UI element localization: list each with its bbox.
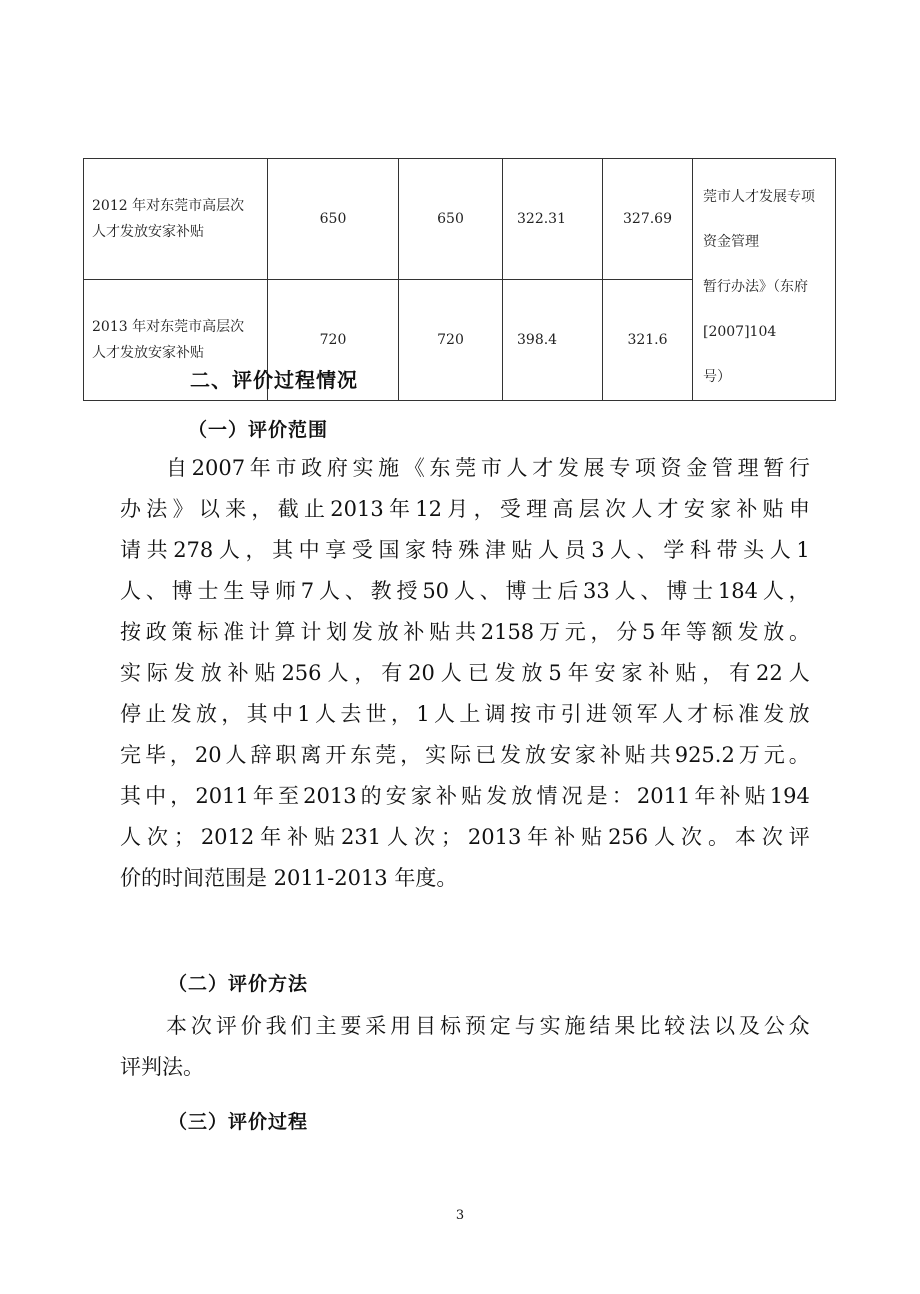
text-line: 价的时间范围是 2011-2013 年度。 (120, 866, 458, 890)
text-line: 评判法。 (120, 1055, 204, 1079)
paragraph-method (120, 1006, 810, 1088)
table-cell: 327.69 (603, 159, 693, 280)
text-line: 自 2007 年 市 政 府 实 施 《 东 莞 市 人 才 发 展 专 项 资 金 管 理 暂 行 (166, 456, 810, 480)
text-line: 本 次 评 价 我 们 主 要 采 用 目 标 预 定 与 实 施 结 果 比 较 法 以 及 公 众 (166, 1014, 810, 1038)
text-line: 办 法 》 以 来 ， 截 止 2013 年 12 月 ， 受 理 高 层 次 人 才 安 家 补 贴 申 (120, 497, 810, 521)
text-line: 实 际 发 放 补 贴 256 人 ， 有 20 人 已 发 放 5 年 安 家 补 贴 ， 有 22 人 (120, 661, 810, 685)
text-line: 其 中 ， 2011 年 至 2013 的 安 家 补 贴 发 放 情 况 是 ： 2011 年 补 贴 194 (120, 784, 810, 808)
section-title: 二、评价过程情况 (190, 368, 358, 392)
text-line: 按 政 策 标 准 计 算 计 划 发 放 补 贴 共 2158 万 元 ， 分 5 年 等 额 发 放 。 (120, 620, 810, 644)
table-cell-item: 2013 年对东莞市高层次 人才发放安家补贴 (84, 280, 268, 401)
table-cell: 322.31 (503, 159, 603, 280)
paragraph-scope (120, 448, 810, 899)
page-number: 3 (455, 1208, 465, 1223)
table-cell: 321.6 (603, 280, 693, 401)
subsection-title-method: （二）评价方法 (168, 973, 309, 995)
table-cell: 398.4 (503, 280, 603, 401)
table-cell: 650 (268, 159, 399, 280)
table-row (84, 159, 836, 280)
table-cell-basis: 莞市人才发展专项资金管理 暂行办法》（东府[2007]104 号） (693, 159, 836, 401)
text-line: 完 毕 ， 20 人 辞 职 离 开 东 莞 ， 实 际 已 发 放 安 家 补 贴 共 925.2 万 元 。 (120, 743, 810, 767)
subsection-title-process: （三）评价过程 (168, 1111, 309, 1133)
table-cell: 720 (268, 280, 399, 401)
table-cell: 650 (399, 159, 503, 280)
text-line: 人 、 博 士 生 导 师 7 人 、 教 授 50 人 、 博 士 后 33 人 、 博 士 184 人 ， (120, 579, 810, 603)
text-line: 人 次 ； 2012 年 补 贴 231 人 次 ； 2013 年 补 贴 256 人 次 。 本 次 评 (120, 825, 810, 849)
text-line: 请 共 278 人 ， 其 中 享 受 国 家 特 殊 津 贴 人 员 3 人 、 学 科 带 头 人 1 (120, 538, 810, 562)
table-cell-item: 2012 年对东莞市高层次 人才发放安家补贴 (84, 159, 268, 280)
table-cell: 720 (399, 280, 503, 401)
text-line: 停 止 发 放 ， 其 中 1 人 去 世 ， 1 人 上 调 按 市 引 进 领 军 人 才 标 准 发 放 (120, 702, 810, 726)
subsection-title-scope: （一）评价范围 (188, 419, 329, 441)
